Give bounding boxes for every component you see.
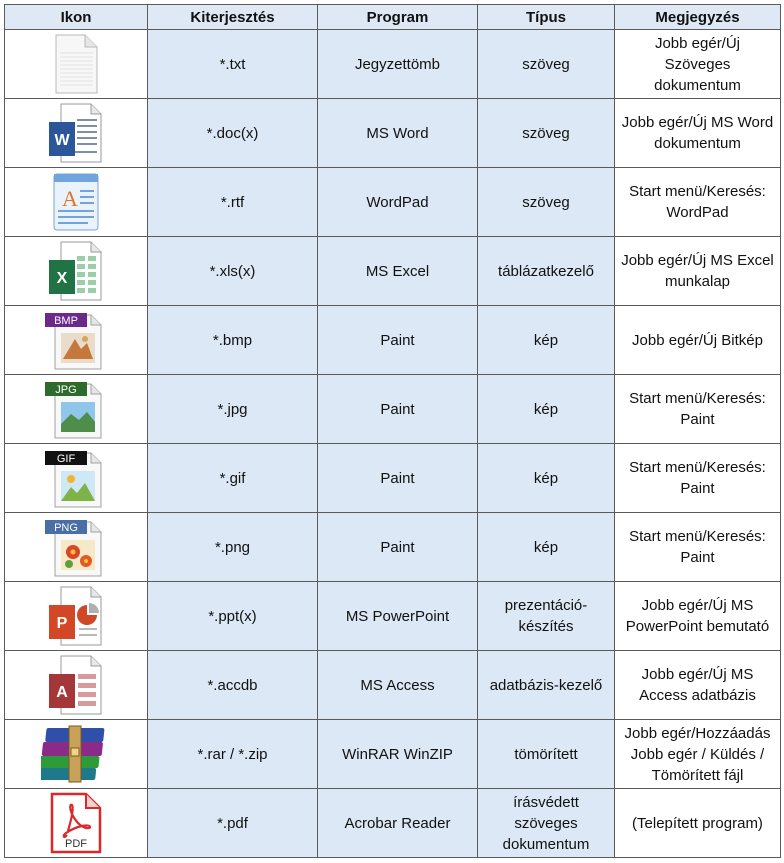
jpg-label: JPG: [55, 384, 77, 396]
table-row: [5, 168, 781, 237]
cell-extension: *.accdb: [148, 651, 318, 720]
table-row: [5, 789, 781, 858]
jpg-image-icon: [41, 378, 111, 440]
cell-note: Jobb egér/Új MS Word dokumentum: [615, 99, 781, 168]
cell-extension: *.xls(x): [148, 237, 318, 306]
table-row: [5, 582, 781, 651]
excel-xls-icon: [45, 240, 107, 302]
pdf-label: PDF: [65, 838, 87, 850]
cell-type: táblázatkezelő: [478, 237, 615, 306]
cell-extension: *.txt: [148, 30, 318, 99]
pdf-file-icon: [48, 791, 104, 855]
svg-text:A: A: [62, 186, 78, 211]
table-row: [5, 30, 781, 99]
cell-program: Acrobar Reader: [318, 789, 478, 858]
cell-extension: *.rar / *.zip: [148, 720, 318, 789]
table-row: [5, 306, 781, 375]
table-row: [5, 720, 781, 789]
cell-note: Jobb egér/Új Szöveges dokumentum: [615, 30, 781, 99]
cell-extension: *.jpg: [148, 375, 318, 444]
cell-type: írásvédett szöveges dokumentum: [478, 789, 615, 858]
cell-type: tömörített: [478, 720, 615, 789]
word-icon-letter: W: [54, 132, 70, 149]
ppt-icon-letter: P: [56, 615, 68, 632]
cell-note: Jobb egér/Új MS Access adatbázis: [615, 651, 781, 720]
cell-note: (Telepített program): [615, 789, 781, 858]
cell-note: Start menü/Keresés: WordPad: [615, 168, 781, 237]
table-row: [5, 237, 781, 306]
bmp-label: BMP: [54, 315, 78, 327]
cell-note: Jobb egér/Új Bitkép: [615, 306, 781, 375]
access-icon-letter: A: [56, 684, 68, 701]
cell-extension: *.rtf: [148, 168, 318, 237]
cell-note: Jobb egér/Új MS PowerPoint bemutató: [615, 582, 781, 651]
header-program: Program: [318, 5, 478, 30]
cell-program: Paint: [318, 375, 478, 444]
table-row: [5, 444, 781, 513]
cell-program: MS Access: [318, 651, 478, 720]
bmp-image-icon: [41, 309, 111, 371]
cell-type: kép: [478, 444, 615, 513]
cell-extension: *.bmp: [148, 306, 318, 375]
cell-program: Paint: [318, 513, 478, 582]
cell-note: Jobb egér/Új MS Excel munkalap: [615, 237, 781, 306]
table-header-row: [5, 5, 781, 30]
header-extension: Kiterjesztés: [148, 5, 318, 30]
png-image-icon: [41, 516, 111, 578]
powerpoint-ppt-icon: [45, 585, 107, 647]
winrar-archive-icon: [41, 724, 111, 784]
gif-label: GIF: [56, 453, 76, 465]
header-icon: Ikon: [5, 5, 148, 30]
header-note: Megjegyzés: [615, 5, 781, 30]
cell-program: Paint: [318, 444, 478, 513]
png-label: PNG: [54, 522, 78, 534]
cell-type: kép: [478, 306, 615, 375]
access-accdb-icon: [45, 654, 107, 716]
cell-type: kép: [478, 375, 615, 444]
txt-file-icon: [51, 33, 101, 95]
header-type: Típus: [478, 5, 615, 30]
cell-program: WordPad: [318, 168, 478, 237]
cell-type: prezentáció-készítés: [478, 582, 615, 651]
cell-program: MS Excel: [318, 237, 478, 306]
gif-image-icon: [41, 447, 111, 509]
table-row: [5, 651, 781, 720]
cell-program: WinRAR WinZIP: [318, 720, 478, 789]
word-doc-icon: [45, 102, 107, 164]
cell-type: adatbázis-kezelő: [478, 651, 615, 720]
cell-type: szöveg: [478, 99, 615, 168]
cell-program: MS Word: [318, 99, 478, 168]
wordpad-rtf-icon: [48, 171, 104, 233]
cell-program: MS PowerPoint: [318, 582, 478, 651]
table-row: [5, 375, 781, 444]
cell-program: Jegyzettömb: [318, 30, 478, 99]
cell-note: Jobb egér/Hozzáadás Jobb egér / Küldés / Tömörített fájl: [615, 720, 781, 789]
cell-note: Start menü/Keresés: Paint: [615, 513, 781, 582]
excel-icon-letter: X: [56, 270, 68, 287]
cell-type: kép: [478, 513, 615, 582]
cell-extension: *.ppt(x): [148, 582, 318, 651]
table-row: [5, 99, 781, 168]
file-types-table: [4, 4, 781, 858]
table-row: [5, 513, 781, 582]
cell-extension: *.png: [148, 513, 318, 582]
cell-program: Paint: [318, 306, 478, 375]
cell-extension: *.gif: [148, 444, 318, 513]
cell-note: Start menü/Keresés: Paint: [615, 375, 781, 444]
cell-type: szöveg: [478, 168, 615, 237]
cell-extension: *.pdf: [148, 789, 318, 858]
cell-extension: *.doc(x): [148, 99, 318, 168]
cell-type: szöveg: [478, 30, 615, 99]
cell-note: Start menü/Keresés: Paint: [615, 444, 781, 513]
